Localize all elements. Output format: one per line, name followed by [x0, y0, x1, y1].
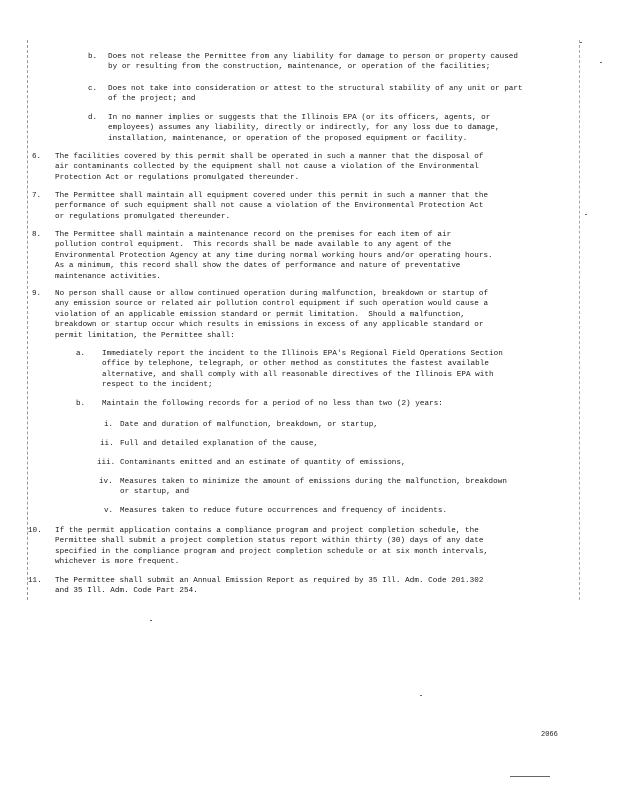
item-number: 9. [32, 290, 42, 298]
item-number: 8. [32, 231, 42, 239]
right-margin-rule [579, 40, 581, 600]
scan-speck [580, 42, 582, 43]
roman-marker: ii. [100, 440, 114, 448]
item-text: If the permit application contains a compliance program and project completion schedule, the Permittee shall submit a project completion status report within thirty (30) days of any date specified in the compliance program and project completion schedule or at six month intervals, whichever is more frequent. [55, 527, 489, 567]
roman-text: Measures taken to minimize the amount of emissions during the malfunction, breakdown or startup, and [120, 478, 507, 497]
subitem-text: In no manner implies or suggests that the Illinois EPA (or its officers, agents, or employees) assumes any liability, directly or indirectly, for any loss due to damage, installation, maintenance, or operation of the proposed equipment or facility. [108, 114, 500, 143]
roman-marker: i. [104, 421, 114, 429]
roman-text: Measures taken to reduce future occurrences and frequency of incidents. [120, 507, 448, 515]
page-code: 2066 [541, 731, 558, 739]
subitem-marker: d. [88, 114, 98, 122]
item-text: The Permittee shall maintain all equipment covered under this permit in such a manner that the performance of such equipment shall not cause a violation of the Environmental Protection Act or regulations promulgated thereunder. [55, 192, 489, 221]
scan-speck [420, 695, 422, 696]
subitem-text: Does not take into consideration or attest to the structural stability of any unit or part of the project; and [108, 85, 523, 104]
roman-marker: iv. [99, 478, 113, 486]
subitem-marker: c. [88, 85, 98, 93]
roman-marker: v. [104, 507, 114, 515]
item-text: The Permittee shall maintain a maintenance record on the premises for each item of air pollution control equipment. This records shall be made available to any agent of the Environmental Protection Agency at any time during normal working hours and/or operating hours. As a minimum, this record shall show the dates of performance and nature of preventative maintenance activities. [55, 231, 493, 281]
subitem-text: Does not release the Permittee from any liability for damage to person or property caused by or resulting from the construction, maintenance, or operation of the facilities; [108, 53, 519, 72]
item-number: 11. [28, 577, 42, 585]
roman-text: Full and detailed explanation of the cause, [120, 440, 319, 448]
subitem-marker: b. [76, 400, 86, 408]
item-number: 7. [32, 192, 42, 200]
roman-text: Date and duration of malfunction, breakdown, or startup, [120, 421, 378, 429]
roman-text: Contaminants emitted and an estimate of quantity of emissions, [120, 459, 406, 467]
item-number: 10. [28, 527, 42, 535]
subitem-marker: b. [88, 53, 98, 61]
scan-speck [150, 620, 152, 621]
subitem-text: Maintain the following records for a period of no less than two (2) years: [102, 400, 443, 408]
scan-speck [600, 62, 602, 63]
subitem-text: Immediately report the incident to the Illinois EPA's Regional Field Operations Section office by telephone, telegraph, or other method as constitutes the fastest available alternative, and shall comply with all reasonable directives of the Illinois EPA with respect to the incident; [102, 350, 503, 390]
left-margin-rule [27, 40, 29, 600]
item-number: 6. [32, 153, 42, 161]
subitem-marker: a. [76, 350, 86, 358]
scan-speck [585, 214, 587, 215]
scan-speck [510, 776, 550, 777]
item-text: No person shall cause or allow continued operation during malfunction, breakdown or startup of any emission source or related air pollution control equipment if such operation would cause a violation of an applicable emission standard or permit limitation. Should a malfunction, breakdown or startup occur which results in emissions in excess of any applicable standard or permit limitation, the Permittee shall: [55, 290, 489, 340]
item-text: The Permittee shall submit an Annual Emission Report as required by 35 Ill. Adm. Code 201.302 and 35 Ill. Adm. Code Part 254. [55, 577, 484, 596]
item-text: The facilities covered by this permit shall be operated in such a manner that the disposal of air contaminants collected by the equipment shall not cause a violation of the Environmental Protection Act or regulations promulgated thereunder. [55, 153, 484, 182]
roman-marker: iii. [97, 459, 116, 467]
